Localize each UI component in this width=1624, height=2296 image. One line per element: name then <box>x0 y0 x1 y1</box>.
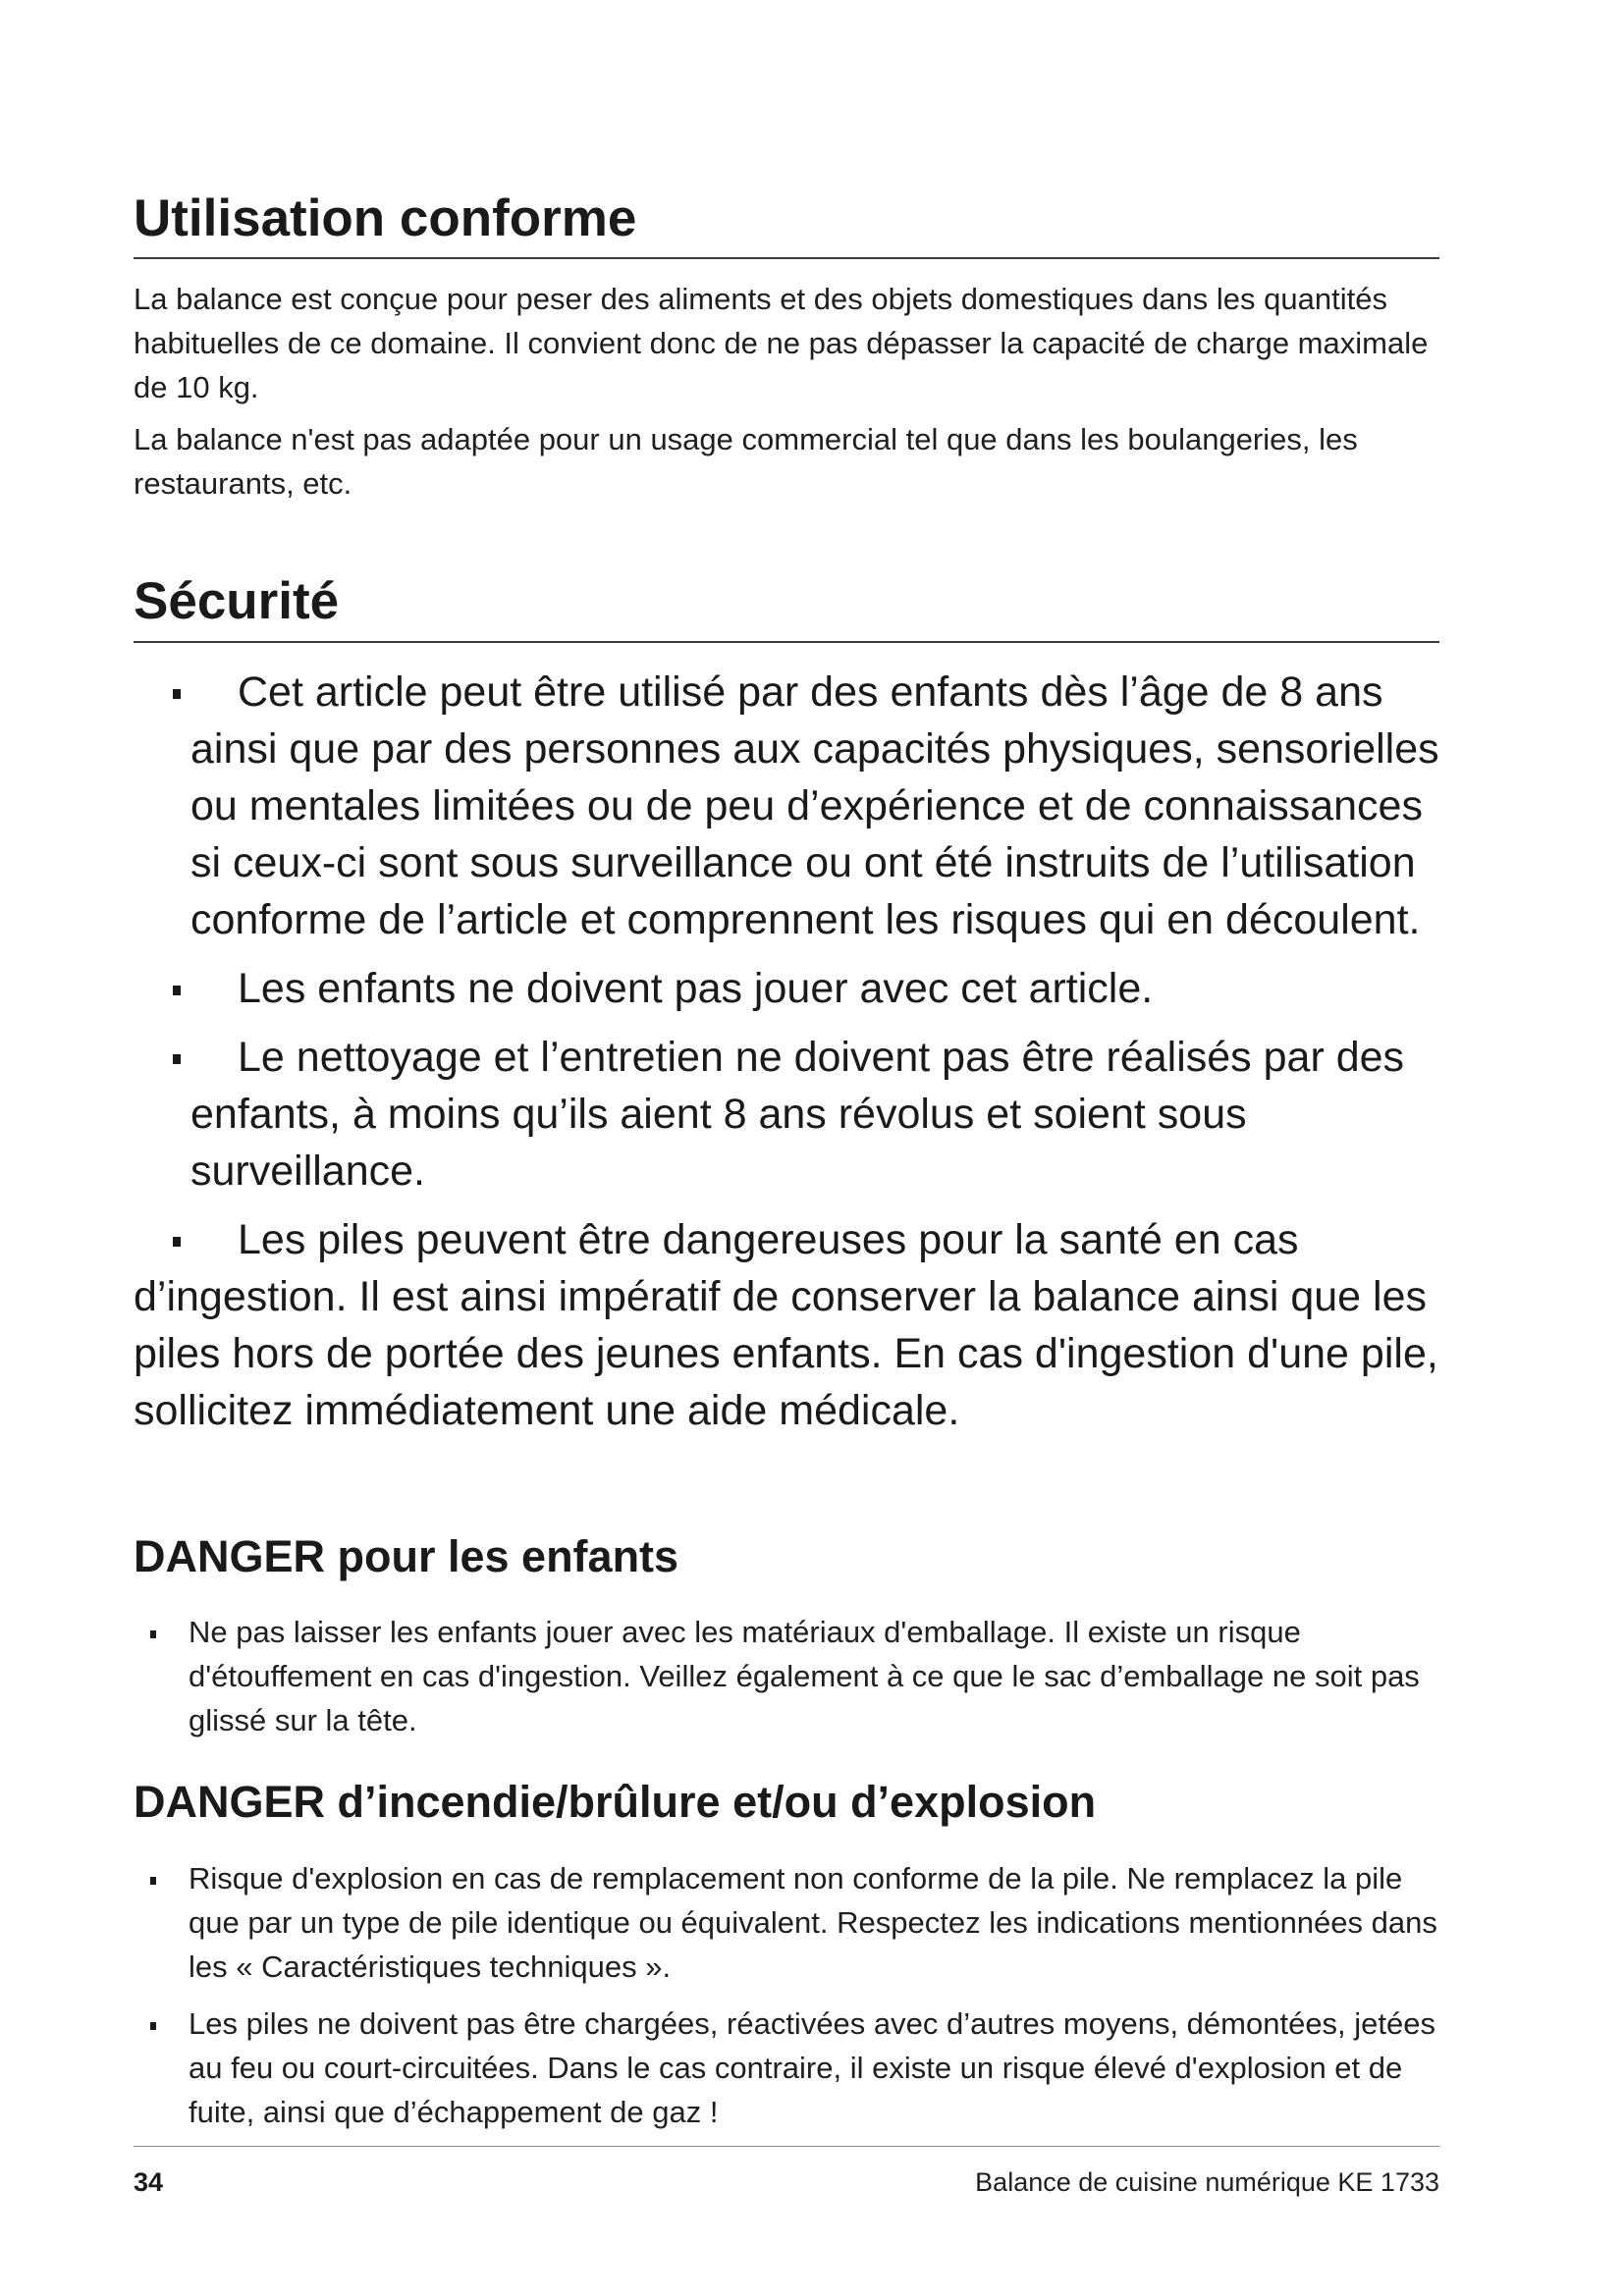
section-title-use: Utilisation conforme <box>134 189 637 247</box>
section-title-safety: Sécurité <box>134 572 340 630</box>
safety-item <box>134 960 1439 1017</box>
fire-item <box>134 1856 1449 1989</box>
section-title-children: DANGER pour les enfants <box>134 1531 679 1581</box>
bullet-icon <box>173 1054 181 1064</box>
bullet-icon <box>173 986 181 995</box>
footer-rule <box>134 2146 1439 2147</box>
fire-item-text: Les piles ne doivent pas être chargées, réactivées avec d’autres moyens, démontées, jetées au feu ou court-circuitées. Dans le cas contraire, il existe un risque élevé d'explosion et de fuite, ainsi que d’échappement de gaz ! <box>189 2006 1436 2129</box>
use-paragraph-2: La balance n'est pas adaptée pour un usage commercial tel que dans les boulangeries, les restaurants, etc. <box>134 422 1358 501</box>
section-title-fire: DANGER d’incendie/brûlure et/ou d’explosion <box>134 1777 1097 1827</box>
footer-product-title: Balance de cuisine numérique KE 1733 <box>975 2167 1439 2197</box>
children-list <box>134 1610 1449 1755</box>
bullet-icon <box>173 689 181 699</box>
safety-list <box>134 664 1439 1451</box>
safety-item-text: Les piles peuvent être dangereuses pour la santé en cas d’ingestion. Il est ainsi impératif de conserver la balance ainsi que les piles hors de portée des jeunes enfants. En cas d'ingestion d'une pile, sollicitez immédiatement une aide médicale. <box>134 1216 1438 1434</box>
children-item <box>134 1610 1449 1742</box>
bullet-icon <box>173 1237 181 1247</box>
safety-item-text: Cet article peut être utilisé par des enfants dès l’âge de 8 ans ainsi que par des personnes aux capacités physiques, sensorielles ou mentales limitées ou de peu d’expérience et de connaissances si ceux-ci sont sous surveillance ou ont été instruits de l’utilisation conforme de l’article et comprennent les risques qui en découlent. <box>190 668 1439 943</box>
page-number: 34 <box>134 2167 164 2197</box>
safety-item-text: Le nettoyage et l’entretien ne doivent pas être réalisés par des enfants, à moins qu’ils aient 8 ans révolus et soient sous surveillance. <box>190 1034 1405 1195</box>
fire-item-text: Risque d'explosion en cas de remplacement non conforme de la pile. Ne remplacez la pile que par un type de pile identique ou équivalent. Respectez les indications mentionnées dans les « Caractéristiques techniques ». <box>189 1861 1437 1984</box>
fire-list <box>134 1856 1449 2147</box>
safety-item <box>134 664 1439 948</box>
safety-item-text: Les enfants ne doivent pas jouer avec cet article. <box>238 965 1154 1012</box>
bullet-icon <box>150 2022 156 2030</box>
bullet-icon <box>150 1877 156 1885</box>
bullet-icon <box>150 1630 156 1638</box>
use-paragraph-1: La balance est conçue pour peser des aliments et des objets domestiques dans les quantités habituelles de ce domaine. Il convient donc de ne pas dépasser la capacité de charge maximale de 10 kg. <box>134 282 1429 404</box>
safety-item <box>134 1029 1439 1200</box>
safety-item <box>134 1211 1439 1439</box>
section-rule-safety <box>134 641 1439 643</box>
fire-item <box>134 2002 1449 2134</box>
children-item-text: Ne pas laisser les enfants jouer avec les matériaux d'emballage. Il existe un risque d'étouffement en cas d'ingestion. Veillez également à ce que le sac d’emballage ne soit pas glissé sur la tête. <box>189 1615 1420 1737</box>
section-rule-use <box>134 257 1439 259</box>
